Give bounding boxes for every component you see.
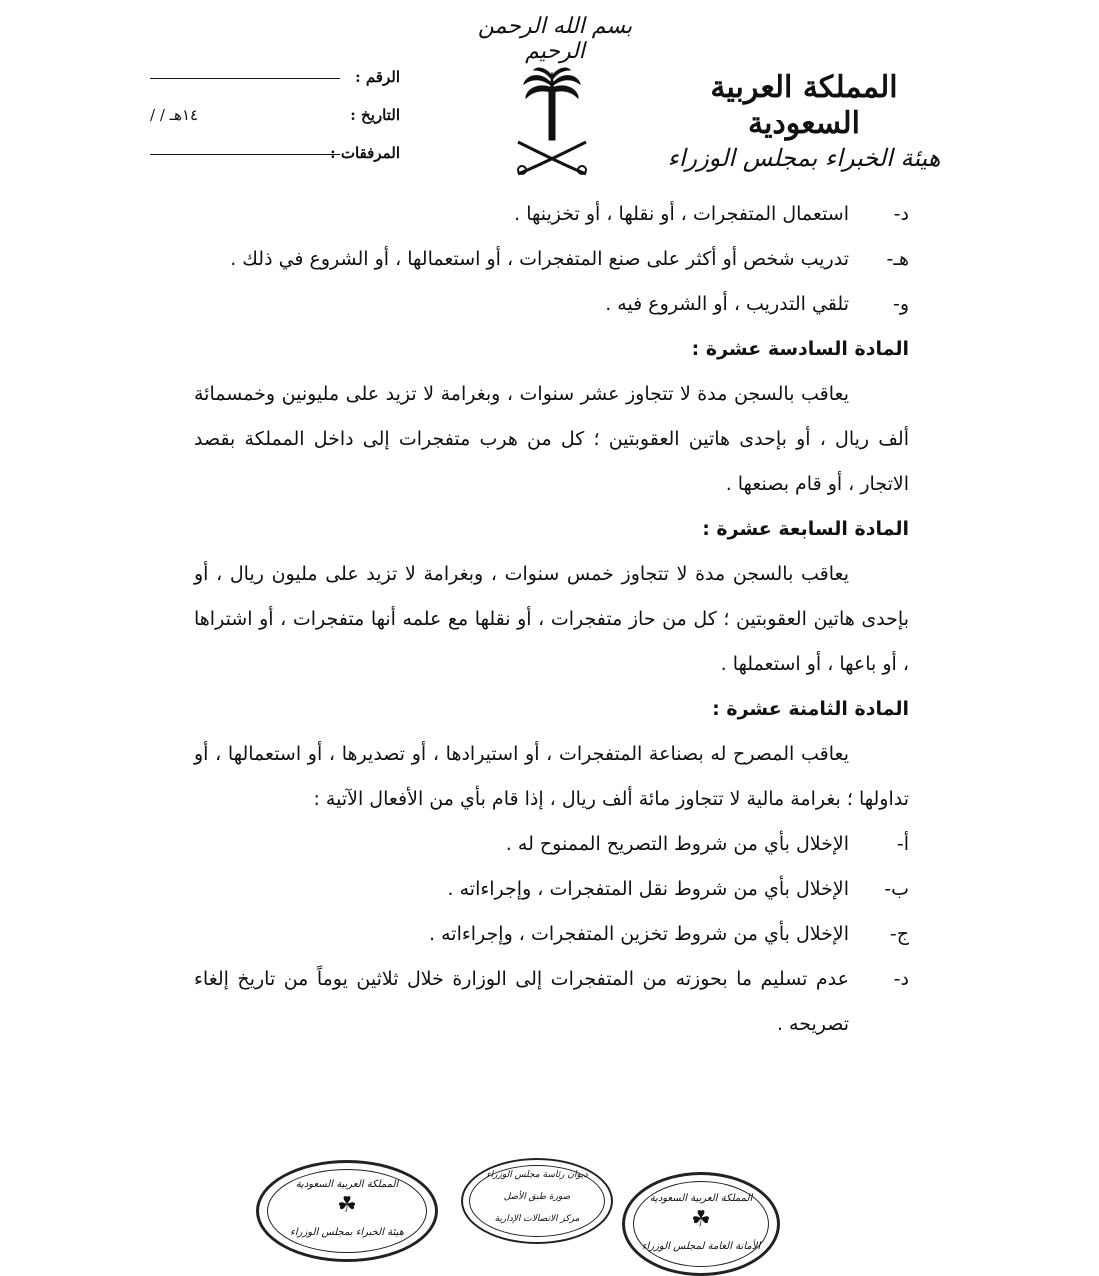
- date-label: التاريخ :: [350, 106, 400, 124]
- article-17-text: يعاقب بالسجن مدة لا تتجاوز خمس سنوات ، وبغرامة لا تزيد على مليون ريال ، أو بإحدى هاتين العقوبتين ؛ كل من حاز متفجرات ، أو نقلها مع علمه أنها متفجرات ، أو اشتراها ، أو باعها ، أو استعملها .: [194, 563, 909, 675]
- list-marker: ب-: [884, 878, 909, 900]
- stamp-text: الأمانة العامة لمجلس الوزراء: [641, 1241, 761, 1252]
- document-body: [194, 192, 909, 1047]
- stamp-text: صورة طبق الأصل: [503, 1192, 571, 1202]
- list-item: [194, 237, 909, 282]
- list-marker: د-: [893, 968, 909, 990]
- list-item: [194, 822, 909, 867]
- reference-fields: [150, 68, 400, 182]
- list-item: [194, 957, 909, 1047]
- stamp-text: المملكة العربية السعودية: [295, 1179, 399, 1190]
- stamp-general-secretariat: [622, 1172, 780, 1276]
- saudi-emblem-icon: [512, 62, 592, 182]
- article-16-title: المادة السادسة عشرة :: [691, 338, 909, 360]
- stamp-emblem-icon: ☘: [337, 1193, 357, 1218]
- stamp-emblem-icon: ☘: [691, 1207, 711, 1232]
- list-item: [194, 912, 909, 957]
- letterhead-title: [659, 70, 949, 174]
- list-text: الإخلال بأي من شروط التصريح الممنوح له .: [505, 833, 849, 855]
- article-18-title: المادة الثامنة عشرة :: [712, 698, 909, 720]
- list-text: تلقي التدريب ، أو الشروع فيه .: [605, 293, 849, 315]
- stamp-text: ديوان رئاسة مجلس الوزراء: [486, 1170, 588, 1180]
- ref-number-row: [150, 68, 400, 106]
- list-marker: و-: [892, 293, 909, 315]
- list-marker: د-: [893, 203, 909, 225]
- stamp-text: المملكة العربية السعودية: [649, 1193, 753, 1204]
- kingdom-name: المملكة العربية السعودية: [710, 70, 898, 141]
- authority-name: هيئة الخبراء بمجلس الوزراء: [667, 144, 941, 172]
- list-marker: ج-: [889, 923, 909, 945]
- list-text: الإخلال بأي من شروط نقل المتفجرات ، وإجراءاته .: [447, 878, 849, 900]
- stamp-certified-copy: [461, 1158, 613, 1244]
- article-18-text: يعاقب المصرح له بصناعة المتفجرات ، أو استيرادها ، أو تصديرها ، أو استعمالها ، أو تداولها ؛ بغرامة مالية لا تتجاوز مائة ألف ريال ، إذا قام بأي من الأفعال الآتية :: [194, 743, 909, 810]
- list-marker: أ-: [896, 833, 909, 855]
- list-item: [194, 282, 909, 327]
- bismillah-calligraphy: بسم الله الرحمن الرحيم: [477, 14, 633, 64]
- list-text: عدم تسليم ما بحوزته من المتفجرات إلى الوزارة خلال ثلاثين يوماً من تاريخ إلغاء تصريحه .: [194, 968, 849, 1035]
- date-row: [150, 106, 400, 144]
- list-marker: هـ-: [886, 248, 909, 270]
- list-item: [194, 867, 909, 912]
- stamp-experts-commission: [256, 1160, 438, 1262]
- stamp-text: هيئة الخبراء بمجلس الوزراء: [290, 1227, 404, 1238]
- list-text: تدريب شخص أو أكثر على صنع المتفجرات ، أو استعمالها ، أو الشروع في ذلك .: [230, 248, 849, 270]
- attachments-line: [150, 154, 340, 155]
- article-17-title: المادة السابعة عشرة :: [702, 518, 909, 540]
- article-16-text: يعاقب بالسجن مدة لا تتجاوز عشر سنوات ، وبغرامة لا تزيد على مليونين وخمسمائة ألف ريال ، أو بإحدى هاتين العقوبتين ؛ كل من هرب متفجرات إلى داخل المملكة بقصد الاتجار ، أو قام بصنعها .: [194, 383, 909, 495]
- list-text: استعمال المتفجرات ، أو نقلها ، أو تخزينها .: [514, 203, 849, 225]
- list-item: [194, 192, 909, 237]
- attachments-row: [150, 144, 400, 182]
- stamp-text: مركز الاتصالات الإدارية: [494, 1214, 580, 1224]
- ref-number-label: الرقم :: [355, 68, 400, 86]
- ref-number-line: [150, 78, 340, 79]
- date-value: / / ١٤هـ: [150, 106, 199, 124]
- list-text: الإخلال بأي من شروط تخزين المتفجرات ، وإجراءاته .: [429, 923, 849, 945]
- attachments-label: المرفقات :: [330, 144, 400, 162]
